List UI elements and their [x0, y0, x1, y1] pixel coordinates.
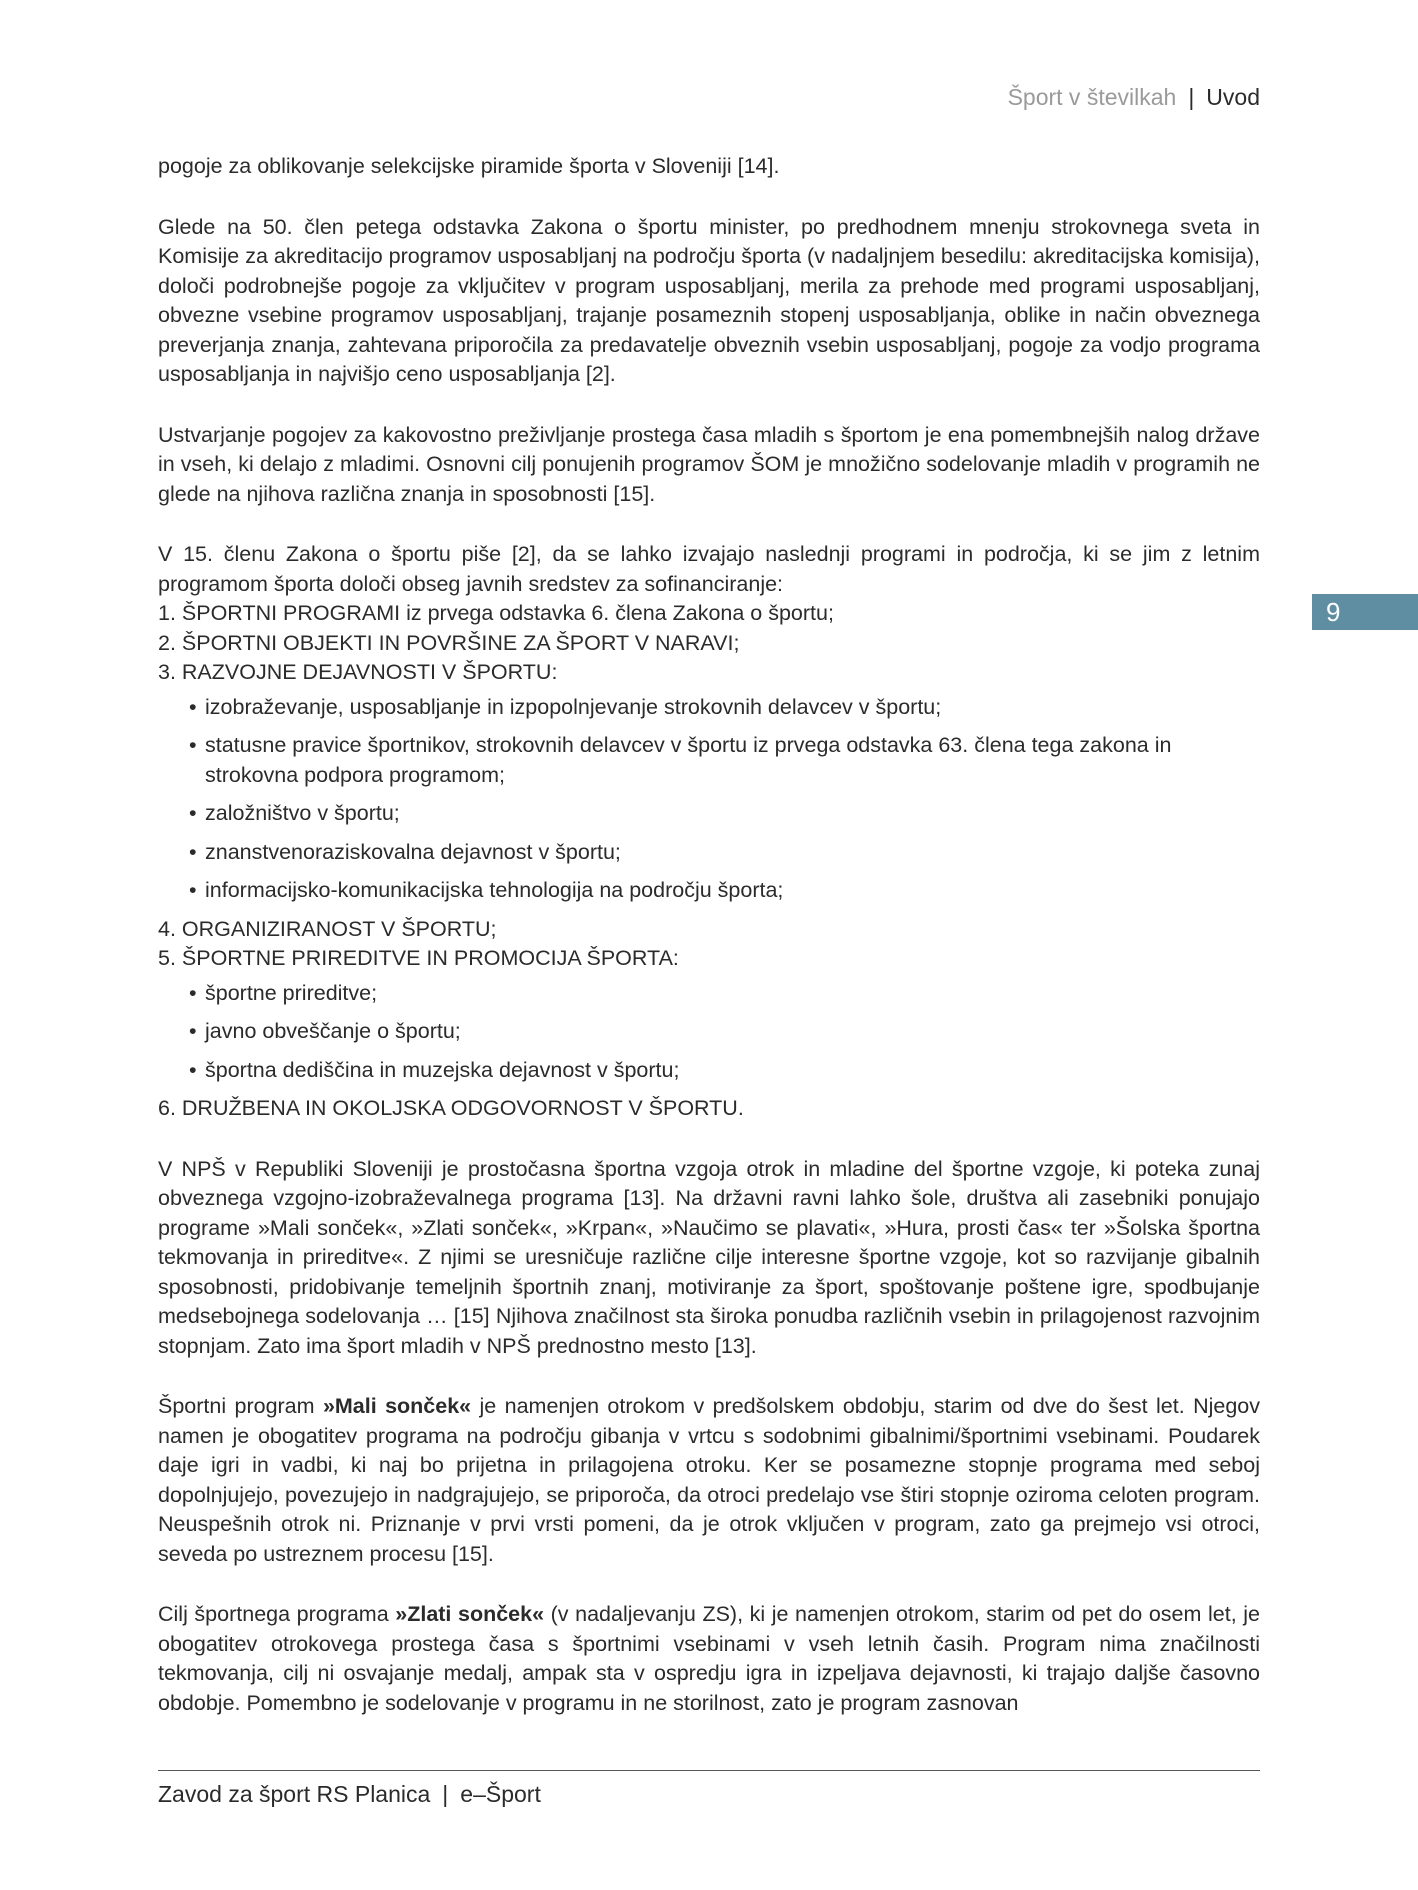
program-name-zlati-soncek: »Zlati sonček« [395, 1602, 545, 1626]
page-number: 9 [1326, 597, 1341, 627]
header-section-title: Šport v številkah [1007, 84, 1177, 110]
footer-separator: | [442, 1781, 449, 1807]
bullet-item: • statusne pravice športnikov, strokovnih delavcev v športu iz prvega odstavka 63. člena tega zakona in strokovna podpora programom; [158, 731, 1260, 790]
paragraph-1: pogoje za oblikovanje selekcijske piramide športa v Sloveniji [14]. [158, 154, 780, 178]
paragraph-2: Glede na 50. člen petega odstavka Zakona o športu minister, po predhodnem mnenju strokovnega sveta in Komisije za akreditacijo programov usposabljanj na področju športa (v nadaljnjem besedilu: akreditacijska komisija), določi podrobnejše pogoje za vključitev v program usposabljanj, merila za prehode med programi usposabljanj, obvezne vsebine programov usposabljanj, trajanje posameznih stopenj usposabljanja, oblike in način obveznega preverjanja znanja, zahtevana priporočila za predavatelje obveznih vsebin usposabljanj, pogoje za vodjo programa usposabljanja in najvišjo ceno usposabljanja [2]. [158, 214, 1260, 386]
bullet-item: • športne prireditve; [158, 979, 1260, 1009]
header-chapter-title: Uvod [1206, 84, 1260, 110]
footer-publication: e–Šport [460, 1781, 541, 1807]
list-item-5: 5. ŠPORTNE PRIREDITVE IN PROMOCIJA ŠPORTA: [158, 946, 679, 970]
footer-divider [158, 1770, 1260, 1771]
footer-publisher: Zavod za šport RS Planica [158, 1781, 431, 1807]
bullet-item: • informacijsko-komunikacijska tehnologija na področju športa; [158, 876, 1260, 906]
list-item-6: 6. DRUŽBENA IN OKOLJSKA ODGOVORNOST V ŠPORTU. [158, 1096, 744, 1120]
body-text [158, 152, 1260, 1718]
paragraph-6 [158, 1392, 1260, 1569]
paragraph-6-body: je namenjen otrokom v predšolskem obdobju, starim od dve do šest let. Njegov namen je obogatitev programa na področju gibanja v vrtcu s sodobnimi gibalnimi/športnimi vsebinami. Poudarek daje igri in vadbi, ki naj bo prijetna in prilagojena otroku. Ker se posamezne stopnje programa med seboj dopolnjujejo, povezujejo in nadgrajujejo, se priporoča, da otroci predelajo vse štiri stopnje oziroma celoten program. Neuspešnih otrok ni. Priznanje v prvi vrsti pomeni, da je otrok vključen v program, zato ga prejmejo vsi otroci, seveda po ustreznem procesu [15]. [158, 1394, 1260, 1566]
list-item-2: 2. ŠPORTNI OBJEKTI IN POVRŠINE ZA ŠPORT V NARAVI; [158, 630, 740, 655]
page-number-tab [1312, 594, 1418, 630]
running-footer [158, 1781, 541, 1808]
bullet-item: • znanstvenoraziskovalna dejavnost v športu; [158, 838, 1260, 868]
paragraph-3: Ustvarjanje pogojev za kakovostno preživljanje prostega časa mladih s športom je ena pomembnejših nalog države in vseh, ki delajo z mladimi. Osnovni cilj ponujenih programov ŠOM je množično sodelovanje mladih v programih ne glede na njihova različna znanja in sposobnosti [15]. [158, 422, 1260, 506]
paragraph-7-body: (v nadaljevanju ZS), ki je namenjen otrokom, starim od pet do osem let, je obogatitev otrokovega prostega časa s športnimi vsebinami v vseh letnih časih. Program nima značilnosti tekmovanja, cilj ni osvajanje medalj, ampak sta v ospredju igra in izpeljava dejavnosti, ki trajajo daljše časovno obdobje. Pomembno je sodelovanje v programu in ne storilnost, zato je program zasnovan [158, 1602, 1260, 1715]
bullet-item: • javno obveščanje o športu; [158, 1017, 1260, 1047]
program-name-mali-soncek: »Mali sonček« [322, 1394, 472, 1418]
header-separator: | [1188, 84, 1195, 110]
paragraph-7-intro: Cilj športnega programa [158, 1602, 396, 1626]
bullet-item: • izobraževanje, usposabljanje in izpopolnjevanje strokovnih delavcev v športu; [158, 693, 1260, 723]
list-item-5-bullets [158, 979, 1260, 1086]
list-item-3: 3. RAZVOJNE DEJAVNOSTI V ŠPORTU: [158, 660, 558, 684]
running-header [1008, 84, 1260, 111]
list-item-4: 4. ORGANIZIRANOST V ŠPORTU; [158, 916, 497, 941]
paragraph-6-intro: Športni program [158, 1394, 323, 1418]
list-item-3-bullets [158, 693, 1260, 906]
programs-list [158, 599, 1260, 1124]
bullet-item: • športna dediščina in muzejska dejavnost v športu; [158, 1056, 1260, 1086]
list-item-1: 1. ŠPORTNI PROGRAMI iz prvega odstavka 6. člena Zakona o športu; [158, 601, 834, 625]
paragraph-7 [158, 1600, 1260, 1718]
paragraph-5: V NPŠ v Republiki Sloveniji je prostočasna športna vzgoja otrok in mladine del športne vzgoje, ki poteka zunaj obveznega vzgojno-izobraževalnega programa [13]. Na državni ravni lahko šole, društva ali zasebniki ponujajo programe »Mali sonček«, »Zlati sonček«, »Krpan«, »Naučimo se plavati«, »Hura, prosti čas« ter »Šolska športna tekmovanja in prireditve«. Z njimi se uresničuje različne cilje interesne športne vzgoje, kot so razvijanje gibalnih sposobnosti, pridobivanje temeljnih športnih znanj, motiviranje za šport, spoštovanje poštene igre, spodbujanje medsebojnega sodelovanja … [15] Njihova značilnost sta široka ponudba različnih vsebin in prilagojenost razvojnim stopnjam. Zato ima šport mladih v NPŠ prednostno mesto [13]. [158, 1156, 1260, 1358]
paragraph-4: V 15. členu Zakona o športu piše [2], da se lahko izvajajo naslednji programi in področja, ki se jim z letnim programom športa določi obseg javnih sredstev za sofinanciranje: [158, 542, 1260, 596]
bullet-item: • založništvo v športu; [158, 799, 1260, 829]
